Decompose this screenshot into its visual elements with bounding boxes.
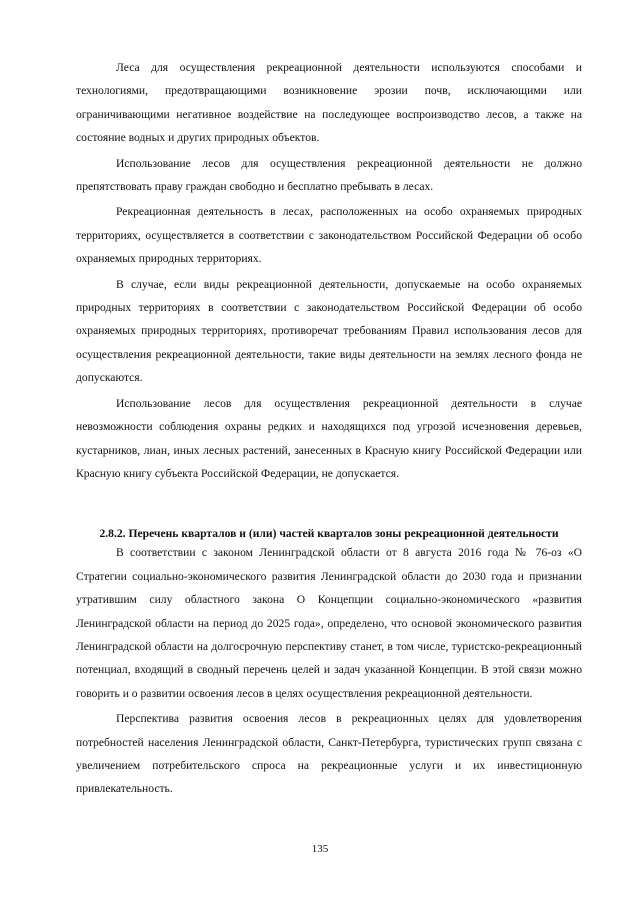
paragraph-conflicting-activities: В случае, если виды рекреационной деятельности, допускаемые на особо охраняемых природных территориях в соответствии с законодательством Российской Федерации об особо охраняемых природных территориях, противоречат требованиям Правил использования лесов для осуществления рекреационной деятельности, такие виды деятельности на землях лесного фонда не допускаются. (76, 277, 582, 385)
page-number: 135 (311, 843, 329, 855)
paragraph-regional-strategy: В соответствии с законом Ленинградской области от 8 августа 2016 года № 76-оз «О Стратегии социально-экономического развития Ленинградской области до 2030 года и признании утратившим силу областного закона О Концепции социально-экономического «развития Ленинградской области на период до 2025 года», определено, что основой экономического развития Ленинградской области на долгосрочную перспективу станет, в том числе, туристско-рекреационный потенциал, входящий в сводный перечень целей и задач указанной Концепции. В этой связи можно говорить и о развитии освоения лесов в целях осуществления рекреационной деятельности. (76, 546, 582, 700)
section-heading: 2.8.2. Перечень кварталов и (или) частей кварталов зоны рекреационной деятельности (99, 527, 559, 541)
paragraph-red-book: Использование лесов для осуществления рекреационной деятельности в случае невозможности соблюдения охраны редких и находящихся под угрозой исчезновения деревьев, кустарников, лиан, иных лесных растений, занесенных в Красную книгу Российской Федерации или Красную книгу субъекта Российской Федерации, не допускается. (76, 396, 582, 480)
paragraph-free-access: Использование лесов для осуществления рекреационной деятельности не должно препятствовать праву граждан свободно и бесплатно пребывать в лесах. (76, 156, 582, 194)
paragraph-forest-recreation-methods: Леса для осуществления рекреационной деятельности используются способами и технологиями, предотвращающими возникновение эрозии почв, исключающими или ограничивающими негативное воздействие на последующее воспроизводство лесов, а также на состояние водных и других природных объектов. (76, 61, 582, 145)
paragraph-protected-territories: Рекреационная деятельность в лесах, расположенных на особо охраняемых природных территориях, осуществляется в соответствии с законодательством Российской Федерации об особо охраняемых природных территориях. (76, 205, 582, 266)
paragraph-development-prospects: Перспектива развития освоения лесов в рекреационных целях для удовлетворения потребностей населения Ленинградской области, Санкт-Петербурга, туристических групп связана с увеличением потребительского спроса на рекреационные услуги и их инвестиционную привлекательность. (76, 712, 582, 796)
